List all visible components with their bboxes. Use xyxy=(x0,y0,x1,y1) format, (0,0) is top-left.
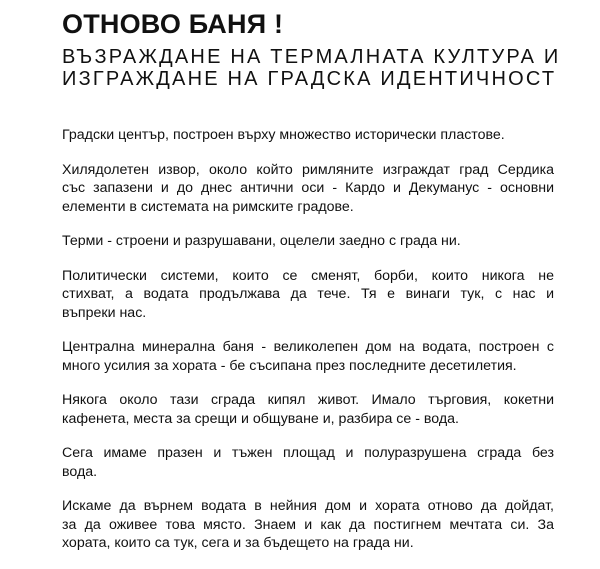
paragraph-goal xyxy=(62,497,554,553)
text-line: Терми - строени и разрушавани, оцелели заедно с града ни. xyxy=(62,233,461,249)
paragraph-thermae xyxy=(62,232,554,251)
paragraph-present xyxy=(62,444,554,481)
subtitle-line: ИЗГРАЖДАНЕ НА ГРАДСКА ИДЕНТИЧНОСТ xyxy=(62,68,557,90)
paragraph-historic-center xyxy=(62,126,554,145)
paragraph-central-bath xyxy=(62,338,554,375)
text-line: Политически системи, които се сменят, борби, които никога не xyxy=(62,267,554,284)
text-line: много усилия за хората - бе съсипана през последните десетилетия. xyxy=(62,357,517,374)
text-line: Хилядолетен извор, около който римляните изграждат град Сердика xyxy=(62,161,554,178)
text-line: Централна минерална баня - великолепен дом на водата, построен с xyxy=(62,339,554,355)
paragraph-ancient-spring xyxy=(62,161,554,217)
text-line: вода. xyxy=(62,463,98,480)
text-line: Някога около тази сграда кипял живот. Имало търговия, кокетни xyxy=(62,392,554,408)
page-title: ОТНОВО БАНЯ ! xyxy=(62,9,284,39)
paragraph-past-life xyxy=(62,391,554,428)
text-line: елементи в системата на римските градове. xyxy=(62,198,354,215)
subtitle-line: ВЪЗРАЖДАНЕ НА ТЕРМАЛНАТА КУЛТУРА И xyxy=(62,46,561,68)
text-line: въпреки нас. xyxy=(62,304,147,321)
paragraph-political-systems xyxy=(62,267,554,323)
text-line: със запазени и до днес антични оси - Кардо и Декуманус - основни xyxy=(62,180,554,196)
text-line: Искаме да върнем водата в нейния дом и хората отново да дойдат, xyxy=(62,498,554,514)
text-line: кафенета, места за срещи и общуване и, разбира се - вода. xyxy=(62,410,459,427)
body-text xyxy=(62,126,554,569)
text-line: Сега имаме празен и тъжен площад и полуразрушена сграда без xyxy=(62,445,554,461)
text-line: Градски център, построен върху множество исторически пластове. xyxy=(62,127,505,143)
text-line: за да оживее това място. Знаем и как да постигнем мечтата си. За xyxy=(62,516,554,533)
page-subtitle xyxy=(62,46,560,90)
text-line: хората, които са тук, сега и за бъдещето на града ни. xyxy=(62,535,414,551)
text-line: стихват, а водата продължава да тече. Тя е винаги тук, с нас и xyxy=(62,286,554,302)
